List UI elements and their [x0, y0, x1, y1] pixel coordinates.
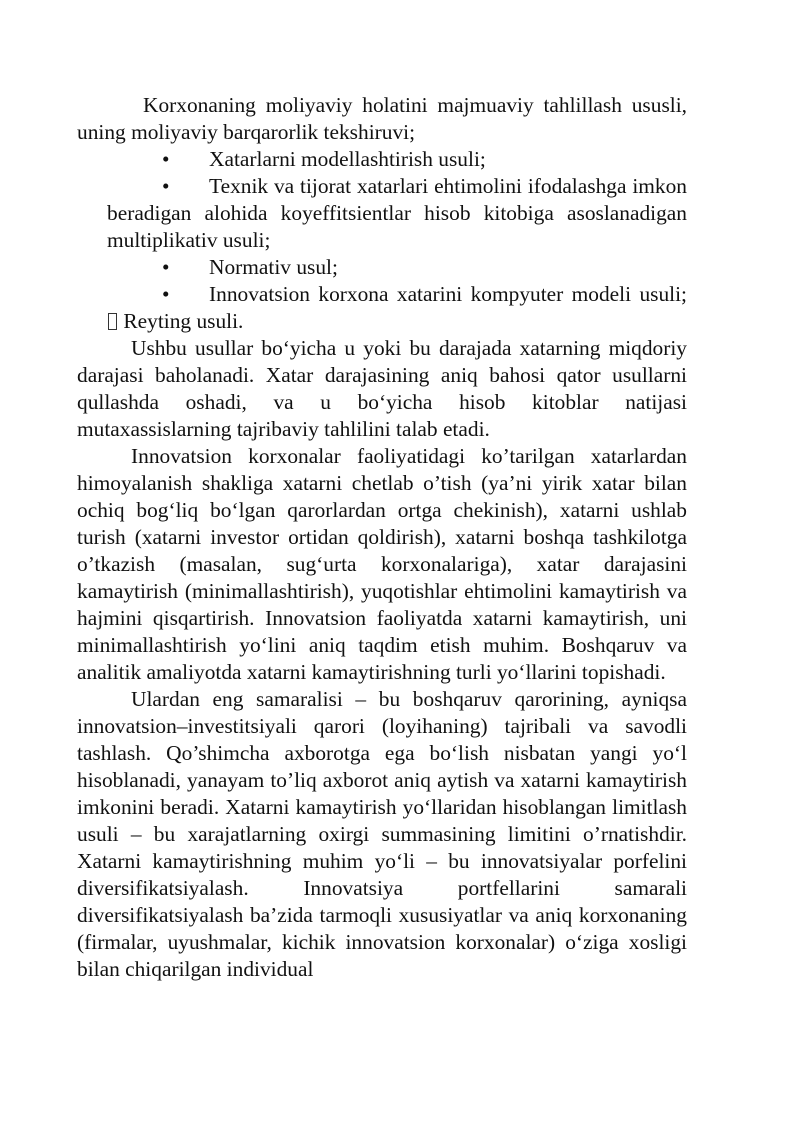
bullet-text: Normativ usul; [209, 255, 338, 279]
paragraph-assessment: Ushbu usullar bo‘yicha u yoki bu darajada xatarning miqdoriy darajasi baholanadi. Xatar darajasining aniq bahosi qator usullarni qullashda oshadi, va u bo‘yicha hisob kitoblar natijasi mutaxassislarning tajribaviy tahlilini talab etadi. [77, 336, 687, 441]
bullet-icon: • [162, 255, 170, 279]
bullet-item-modelling [77, 146, 687, 173]
bullet-icon: • [162, 174, 170, 198]
bullet-text: Xatarlarni modellashtirish usuli; [209, 147, 486, 171]
paragraph-risk-protection: Innovatsion korxonalar faoliyatidagi ko’tarilgan xatarlardan himoyalanish shakliga xatarni chetlab o’tish (ya’ni yirik xatar bilan ochiq bog‘liq bo‘lgan qarorlardan ortga chekinish), xatarni ushlab turish (xatarni investor ortidan qoldirish), xatarni boshqa tashkilotga o’tkazish (masalan, sug‘urta korxonalariga), xatar darajasini kamaytirish (minimallashtirish), yuqotishlar ehtimolini kamaytirish va hajmini qisqartirish. Innovatsion faoliyatda xatarni kamaytirish, uni minimallashtirish yo‘lini aniq taqdim etish muhim. Boshqaruv va analitik amaliyotda xatarni kamaytirishning turli yo‘llarini topishadi. [77, 444, 687, 684]
bullet-icon: • [162, 147, 170, 171]
paragraph-risk-reduction: Ulardan eng samaralisi – bu boshqaruv qarorining, ayniqsa innovatsion–investitsiyali qarori (loyihaning) tajribali va savodli tashlash. Qo’shimcha axborotga ega bo‘lish nisbatan yangi yo‘l hisoblanadi, yanayam to’liq axborot aniq aytish va xatarni kamaytirish imkonini beradi. Xatarni kamaytirish yo‘llaridan hisoblangan limitlash usuli – bu xarajatlarning oxirgi summasining limitini o’rnatishdir. Xatarni kamaytirishning muhim yo‘li – bu innovatsiyalar porfelini diversifikatsiyalash. Innovatsiya portfellarini samarali diversifikatsiyalash ba’zida tarmoqli xususiyatlar va aniq korxonaning (firmalar, uyushmalar, kichik innovatsion korxonalar) o‘ziga xosligi bilan chiqarilgan individual [77, 687, 687, 981]
bullet-text: Innovatsion korxona xatarini kompyuter modeli usuli; [209, 282, 687, 306]
document-page [77, 92, 687, 983]
bullet-text-rating: Reyting usuli. [123, 309, 244, 333]
bullet-item-normative [77, 254, 687, 281]
bullet-icon: • [162, 282, 170, 306]
missing-glyph-icon [108, 313, 117, 330]
intro-paragraph: Korxonaning moliyaviy holatini majmuaviy tahlillash ususli, uning moliyaviy barqarorlik tekshiruvi; [77, 93, 687, 144]
bullet-item-computer-model [77, 281, 687, 335]
bullet-item-multiplicative [77, 173, 687, 254]
bullet-text: Texnik va tijorat xatarlari ehtimolini ifodalashga imkon beradigan alohida koyeffitsientlar hisob kitobiga asoslanadigan multiplikativ usuli; [107, 174, 687, 252]
